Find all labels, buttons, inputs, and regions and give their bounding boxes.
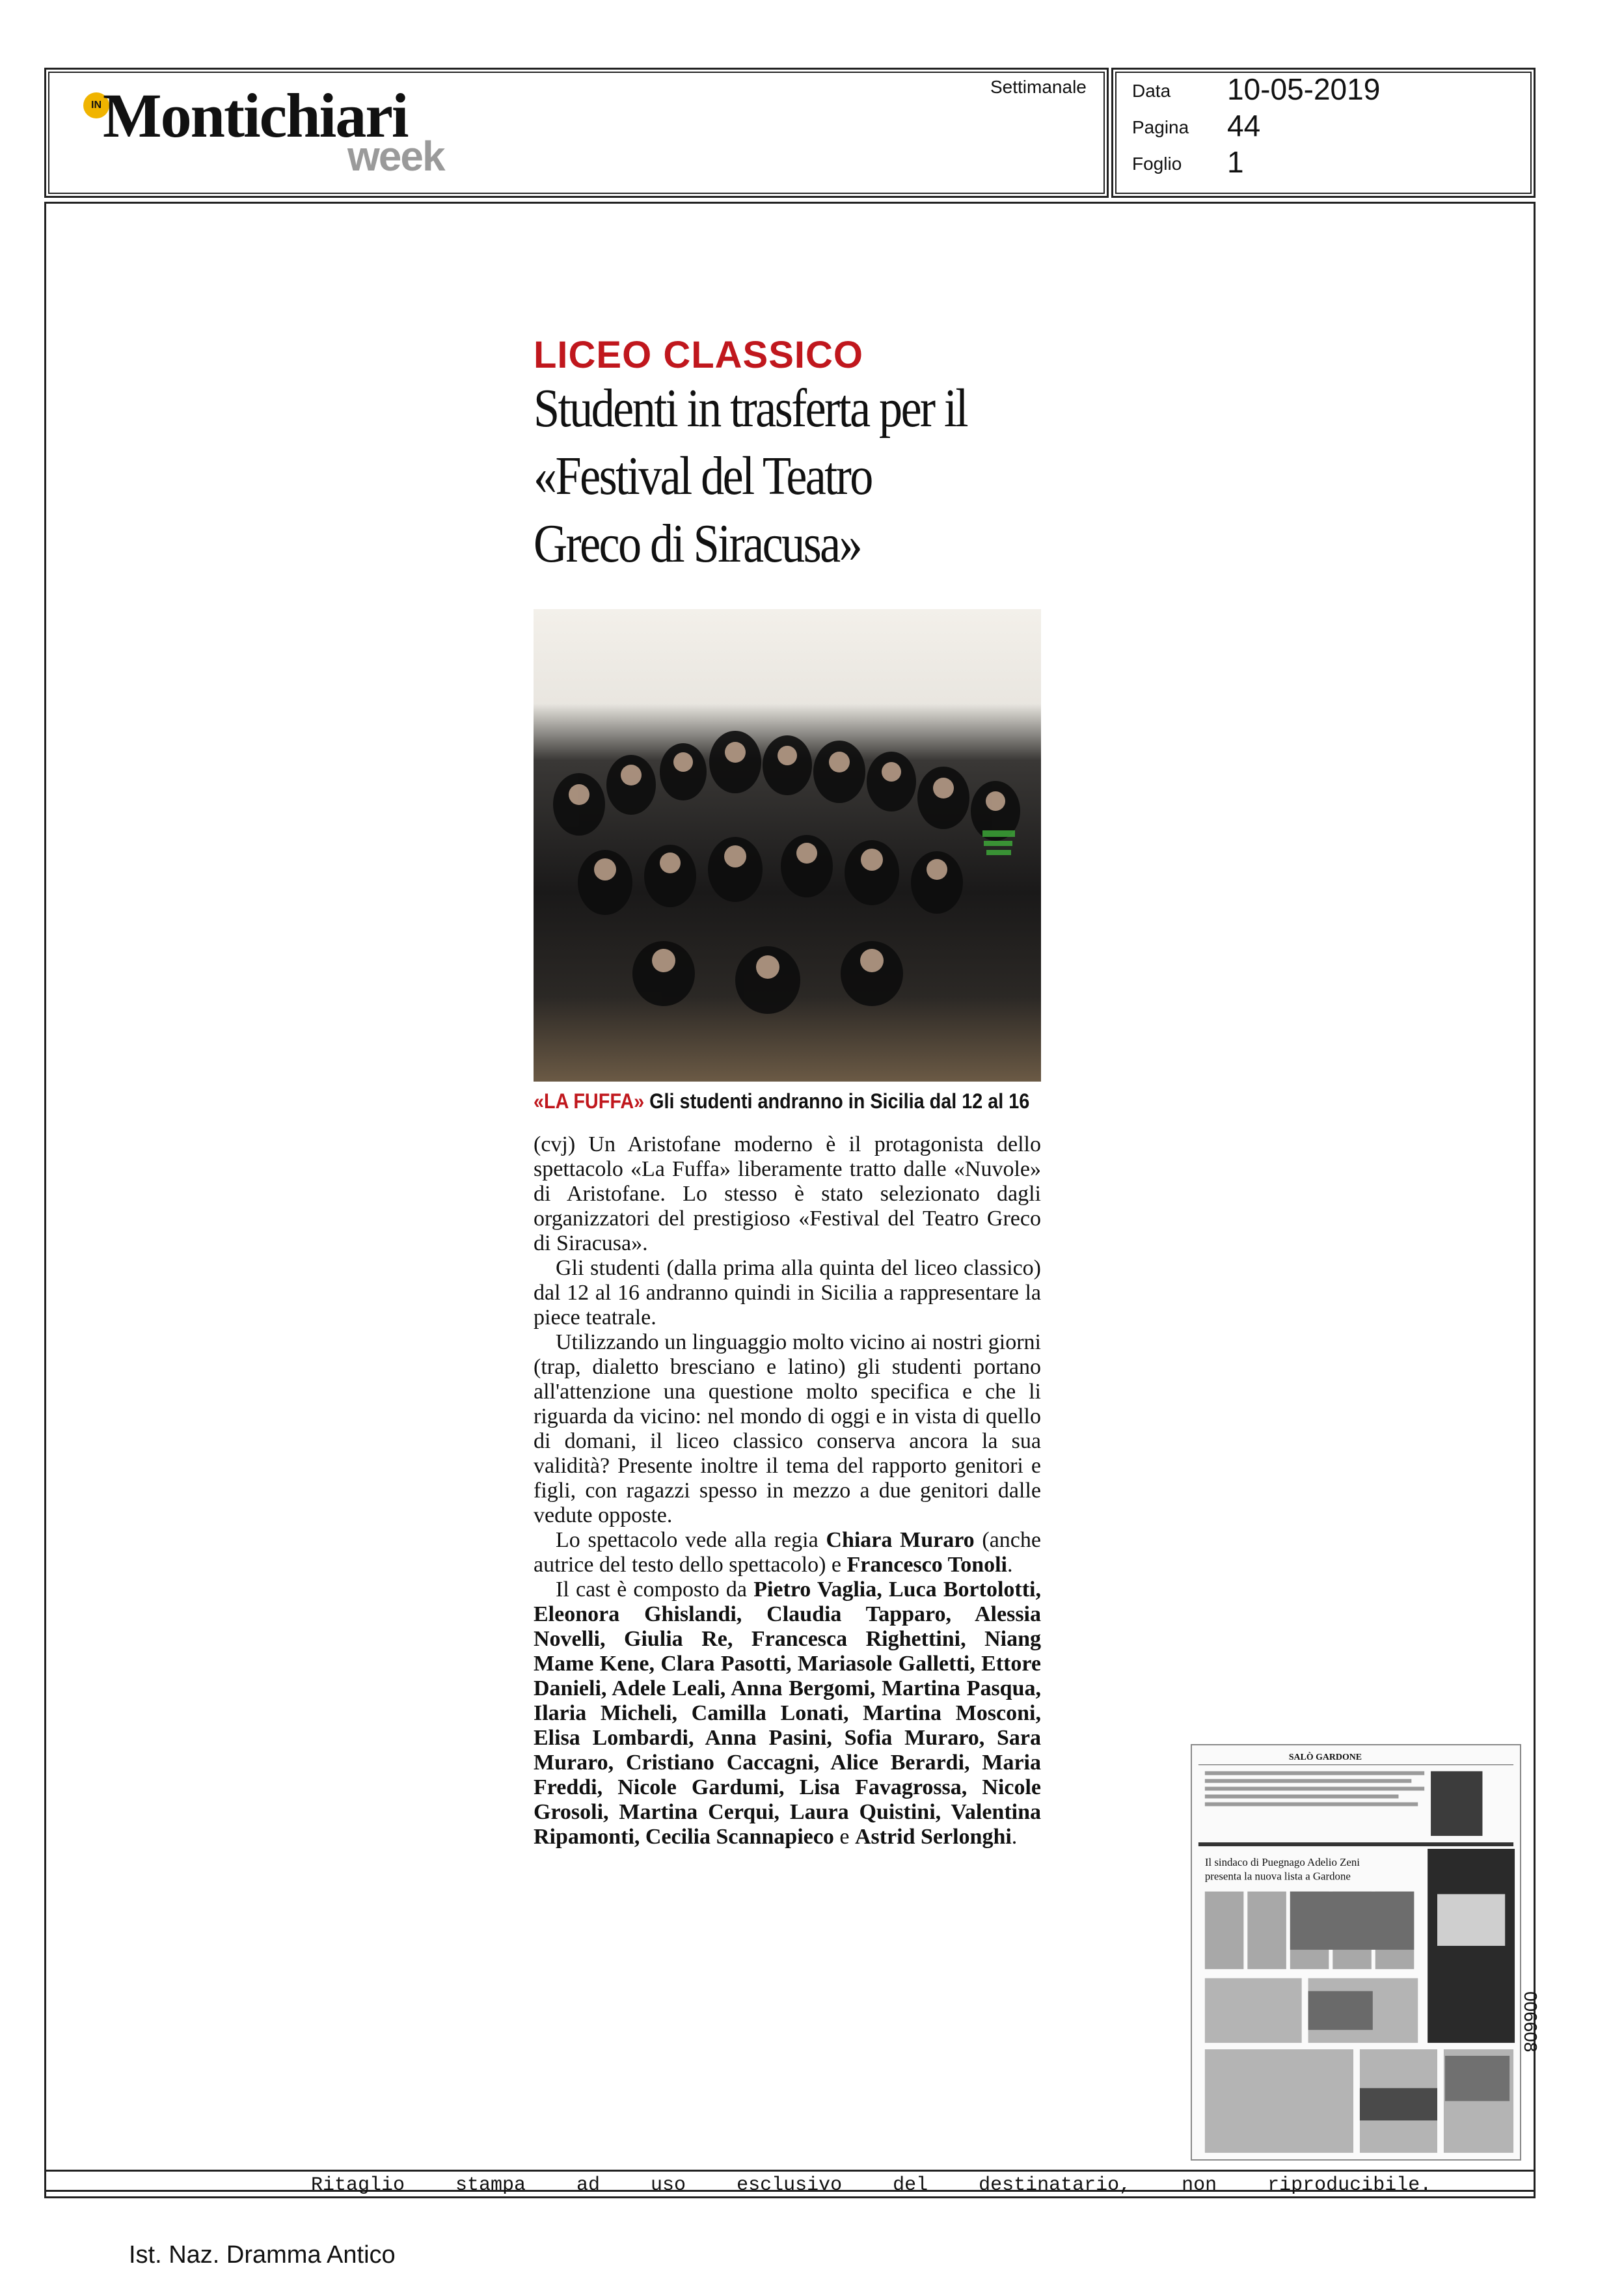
article-paragraph: (cvj) Un Aristofane moderno è il protagonista dello spettacolo «La Fuffa» liberamente tratto dalle «Nuvole» di Aristofane. Lo stesso è stato selezionato dagli organizzatori del prestigioso «Festival del Teatro Greco di Siracusa».	[534, 1132, 1041, 1255]
thumb-headline-2: presenta la nuova lista a Gardone	[1204, 1870, 1351, 1883]
article-headline: Studenti in trasferta per il «Festival del Teatro Greco di Siracusa»	[534, 378, 968, 574]
p4-text: Lo spettacolo vede alla regia	[556, 1528, 826, 1552]
page-label: Pagina	[1132, 117, 1189, 137]
p5-text: e	[833, 1825, 855, 1849]
masthead-logo	[83, 81, 448, 180]
side-code: 006608	[1521, 1991, 1541, 2053]
article-paragraph	[534, 1577, 1041, 1849]
date-value: 10-05-2019	[1227, 72, 1381, 106]
p5-text: Il cast è composto da	[556, 1577, 754, 1602]
cast-names: Pietro Vaglia, Luca Bortolotti, Eleonora Ghislandi, Claudia Tapparo, Alessia Novelli, Giulia Re, Francesca Righettini, Niang Mame Kene, Clara Pasotti, Mariasole Galletti, Ettore Danieli, Adele Leali, Anna Bergomi, Martina Pasqua, Ilaria Micheli, Camilla Lonati, Martina Mosconi, Elisa Lombardi, Anna Pasini, Sofia Muraro, Sara Muraro, Cristiano Caccagni, Alice Berardi, Maria Freddi, Nicole Gardumi, Lisa Favagrossa, Nicole Grosoli, Martina Cerqui, Laura Quistini, Valentina Ripamonti, Cecilia Scannapieco	[534, 1577, 1041, 1849]
group-photo	[534, 609, 1041, 1082]
logo-badge: IN	[83, 92, 109, 118]
article-paragraph: Utilizzando un linguaggio molto vicino ai nostri giorni (trap, dialetto bresciano e latino) gli studenti portano all'attenzione una questione molto specifica e che li riguarda da vicino: nel mondo di oggi e in vista di quello di domani, il liceo classico conserva ancora la sua validità? Presente inoltre il tema del rapporto genitori e figli, con ragazzi spesso in mezzo a due genitori dalle vedute opposte.	[534, 1330, 1041, 1527]
p5-text: .	[1011, 1825, 1018, 1849]
masthead-subtitle: week	[347, 133, 444, 180]
sheet-label: Foglio	[1132, 154, 1182, 174]
cast-name-last: Astrid Serlonghi	[854, 1825, 1012, 1849]
article-body	[534, 1132, 1041, 1849]
thumb-headline-1: Il sindaco di Puegnago Adelio Zeni	[1204, 1855, 1360, 1868]
footer-disclaimer: Ritaglio stampa ad uso esclusivo del destinatario, non riproducibile.	[311, 2174, 1432, 2196]
article-paragraph: Gli studenti (dalla prima alla quinta del liceo classico) dal 12 al 16 andranno quindi in Sicilia a rappresentare la piece teatrale.	[534, 1256, 1041, 1330]
source-label: Ist. Naz. Dramma Antico	[129, 2241, 396, 2269]
director-name: Chiara Muraro	[826, 1528, 975, 1552]
caption-text: Gli studenti andranno in Sicilia dal 12 al 16	[644, 1089, 1030, 1113]
thumb-header: SALÒ GARDONE	[1288, 1752, 1362, 1762]
photo-caption	[534, 1089, 1029, 1113]
masthead-title: Montichiari	[103, 81, 408, 150]
sheet-value: 1	[1227, 145, 1244, 179]
date-label: Data	[1132, 81, 1171, 101]
p4-text: (anche autrice del testo dello spettacolo) e	[534, 1528, 1041, 1577]
director-name: Francesco Tonoli	[846, 1553, 1008, 1577]
caption-lead: «LA FUFFA»	[534, 1089, 645, 1113]
page-value: 44	[1227, 109, 1261, 143]
page-thumbnail	[1191, 1744, 1521, 2161]
article-paragraph	[534, 1528, 1041, 1577]
article-kicker: LICEO CLASSICO	[534, 334, 864, 376]
frequency-label: Settimanale	[990, 77, 1087, 97]
p4-text: .	[1007, 1553, 1013, 1577]
